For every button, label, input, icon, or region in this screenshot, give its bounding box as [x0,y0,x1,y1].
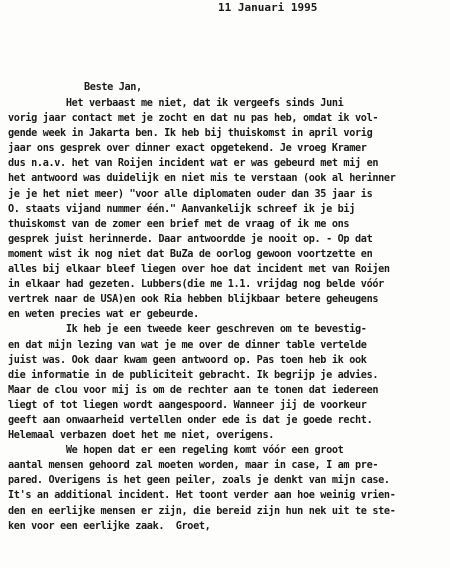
body-line: den en eerlijke mensen er zijn, die bereid zijn hun nek uit te ste- [8,505,396,517]
body-line: Helemaal verbazen doet het me niet, overigens. [8,430,275,442]
body-line: aantal mensen gehoord zal moeten worden, maar in case, I am pre- [8,460,379,472]
body-line: in elkaar had gezeten. Lubbers(die me 1.1. vrijdag nog belde vóór [8,279,384,291]
body-line: en dat mijn lezing van wat je me over de dinner table vertelde [8,339,367,351]
body-line: O. staats vijand nummer één." Aanvankelijk schreef ik je bij [8,203,356,215]
body-line: alles bij elkaar bleef liegen over hoe dat incident met van Roijen [8,264,390,276]
body-line: ken voor een eerlijke zaak. Groet, [8,520,211,532]
body-line: Maar de clou voor mij is om de rechter aan te tonen dat iedereen [8,384,379,396]
letter-date: 11 Januari 1995 [218,1,318,14]
body-line: gesprek juist herinnerde. Daar antwoordde je nooit op. - Op dat [8,233,373,245]
letter-salutation: Beste Jan, [84,82,142,93]
body-line: je je het niet meer) "voor alle diplomaten ouder dan 35 jaar is [8,188,373,200]
body-line: het antwoord was duidelijk en niet mis te verstaan (ook al herinner [8,173,396,185]
body-line: juist was. Ook daar kwam geen antwoord op. Pas toen heb ik ook [8,354,367,366]
body-line: moment wist ik nog niet dat BuZa de oorlog gewoon voortzette en [8,248,373,260]
body-line: pared. Overigens is het geen peiler, zoals je denkt van mijn case. [8,475,390,487]
body-line: liegt of tot liegen wordt aangespoord. Wanneer jij de voorkeur [8,399,367,411]
body-line: en weten precies wat er gebeurde. [8,309,199,321]
letter-body [8,96,448,534]
body-line: dus n.a.v. het van Roijen incident wat er was gebeurd met mij en [8,158,379,170]
body-line: Ik heb je een tweede keer geschreven om te bevestig- [8,324,367,336]
body-line: It's an additional incident. Het toont verder aan hoe weinig vrien- [8,490,396,502]
body-line: Het verbaast me niet, dat ik vergeefs sinds Juni [8,98,344,109]
body-line: jaar ons gesprek over dinner exact opgetekend. Je vroeg Kramer [8,143,367,155]
body-line: thuiskomst van de zomer een brief met de vraag of ik me ons [8,218,350,230]
body-line: geeft aan onwaarheid vertellen onder ede is dat je goede recht. [8,414,373,426]
body-line: We hopen dat er een regeling komt vóór een groot [8,445,344,457]
body-line: vertrek naar de USA)en ook Ria hebben blijkbaar betere geheugens [8,294,379,306]
body-line: die informatie in de publiciteit gebracht. Ik begrijp je advies. [8,369,379,381]
body-line: gende week in Jakarta ben. Ik heb bij thuiskomst in april vorig [8,128,373,140]
body-line: vorig jaar contact met je zocht en dat nu pas heb, omdat ik vol- [8,113,379,125]
